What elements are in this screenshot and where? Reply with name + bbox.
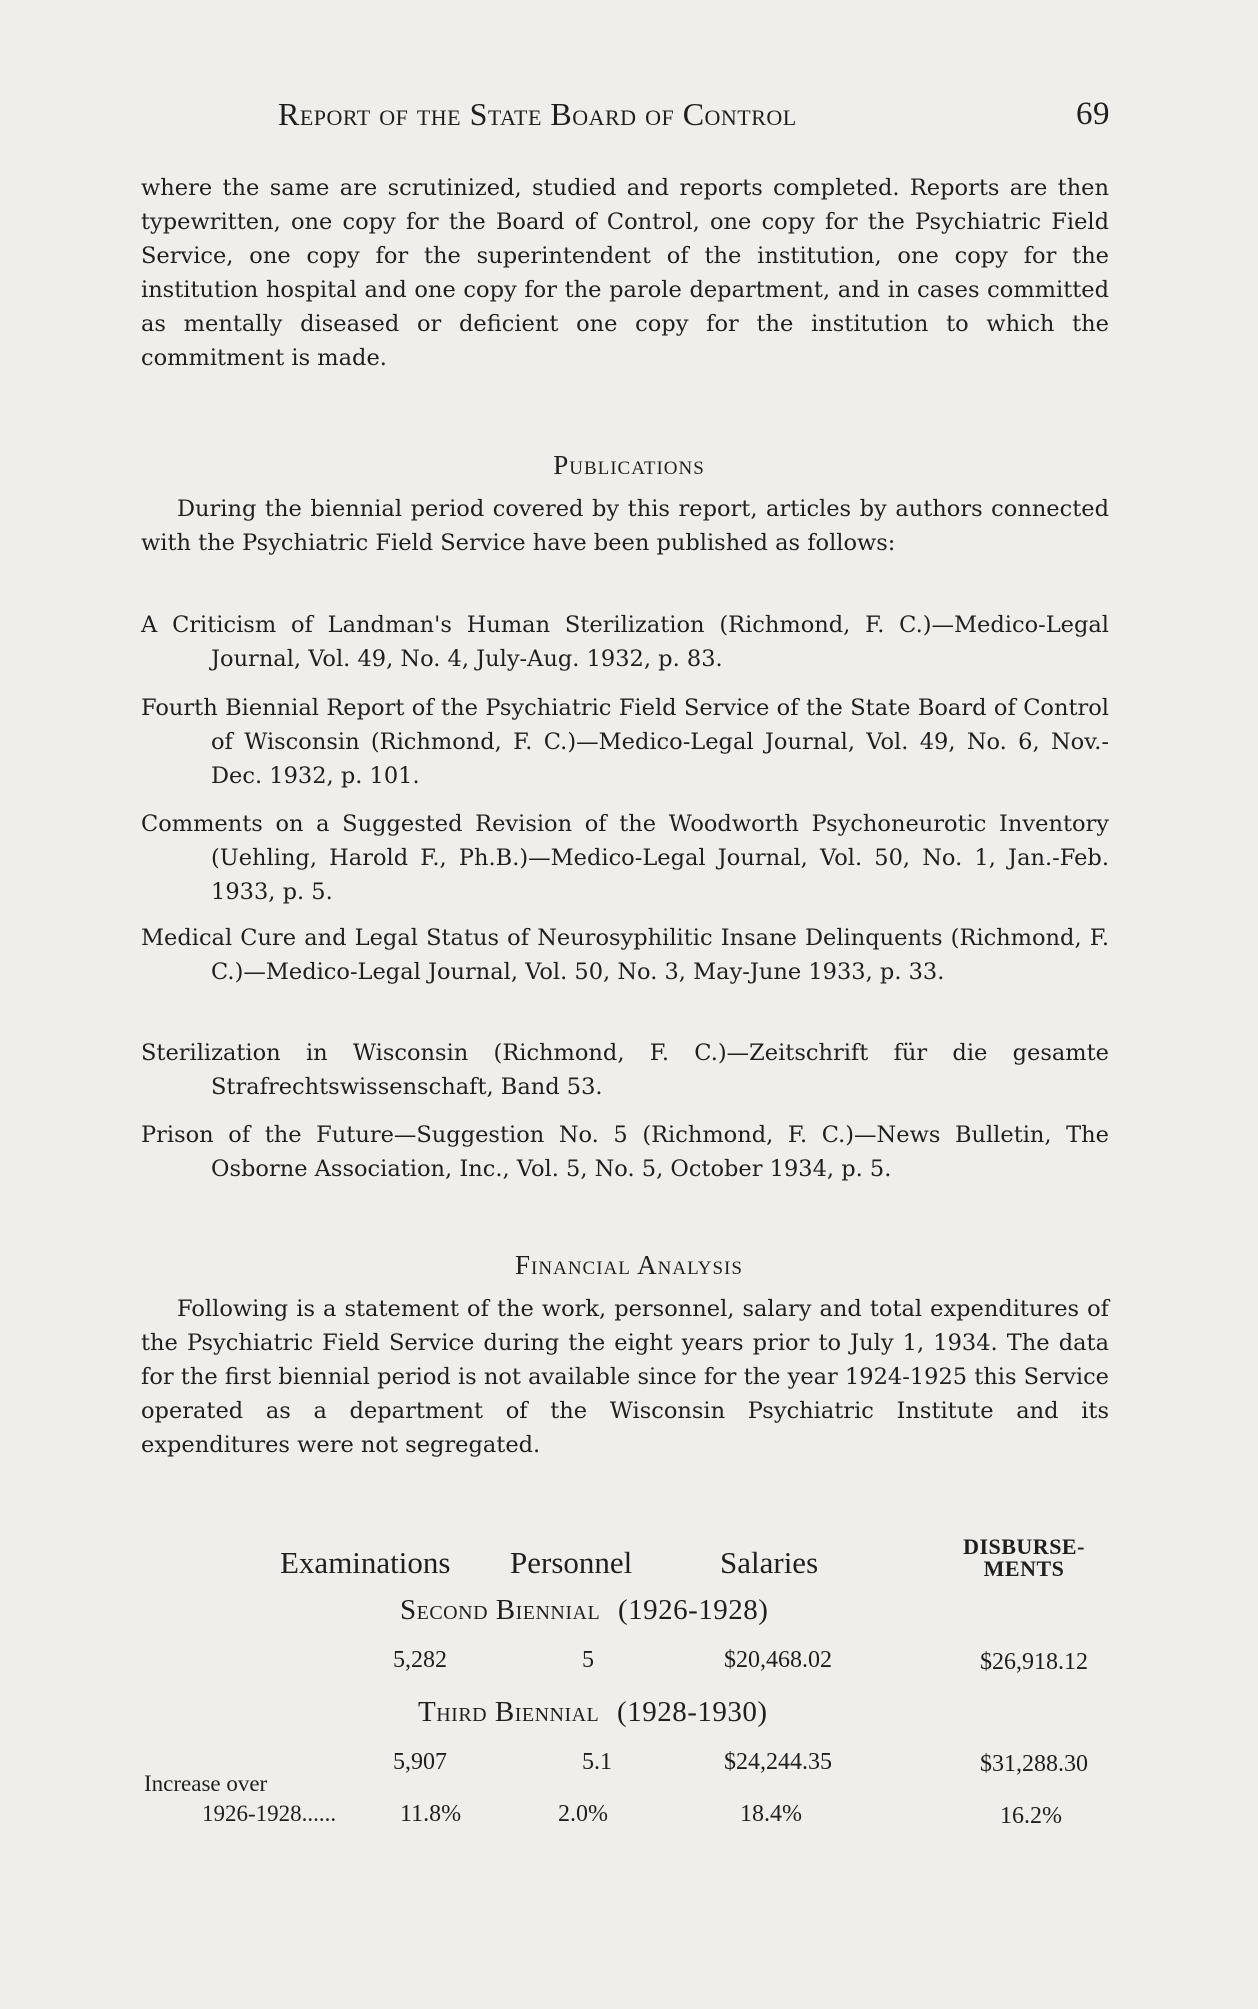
cell-examinations: 5,907 bbox=[393, 1749, 447, 1775]
publication-entry: Medical Cure and Legal Status of Neurosyphilitic Insane Delinquents (Richmond, F. C.)—Medico-Legal Journal, Vol. 50, No. 3, May-June 1933, p. 33. bbox=[141, 925, 1109, 985]
increase-label-line1: Increase over bbox=[144, 1771, 268, 1796]
col-header-personnel: Personnel bbox=[510, 1545, 633, 1580]
page-number: 69 bbox=[1076, 96, 1110, 132]
financial-paragraph: Following is a statement of the work, personnel, salary and total expenditures of the Psychiatric Field Service during the eight years prior to July 1, 1934. The data for the first biennial period is not available since for the year 1924-1925 this Service operated as a department of the Wisconsin Psychiatric Institute and its expenditures were not segregated. bbox=[141, 1296, 1109, 1458]
publication-entry: Sterilization in Wisconsin (Richmond, F. C.)—Zeitschrift für die gesamte Strafrechtswissenschaft, Band 53. bbox=[141, 1040, 1109, 1100]
cell-salaries: $20,468.02 bbox=[724, 1647, 832, 1673]
cell-personnel: 5 bbox=[582, 1647, 594, 1673]
publication-entry: Comments on a Suggested Revision of the Woodworth Psychoneurotic Inventory (Uehling, Harold F., Ph.B.)—Medico-Legal Journal, Vol. 50, No. 1, Jan.-Feb. 1933, p. 5. bbox=[141, 811, 1109, 905]
cell-examinations: 5,282 bbox=[393, 1647, 447, 1673]
intro-paragraph: where the same are scrutinized, studied and reports completed. Reports are then typewritten, one copy for the Board of Control, one copy for the Psychiatric Field Service, one copy for the superintendent of the institution, one copy for the institution hospital and one copy for the parole department, and in cases committed as mentally diseased or deficient one copy for the institution to which the commitment is made. bbox=[141, 175, 1109, 371]
cell-salaries: 18.4% bbox=[740, 1801, 802, 1827]
cell-disbursements: 16.2% bbox=[1000, 1803, 1062, 1829]
cell-disbursements: $31,288.30 bbox=[980, 1751, 1088, 1777]
header-title: Report of the State Board of Control bbox=[278, 96, 797, 132]
col-header-salaries: Salaries bbox=[720, 1545, 819, 1580]
cell-salaries: $24,244.35 bbox=[724, 1749, 832, 1775]
second-biennial-heading: Second Biennial (1926-1928) bbox=[400, 1594, 769, 1626]
financial-heading: Financial Analysis bbox=[515, 1250, 743, 1280]
col-header-disbursements: DISBURSE- MENTS bbox=[963, 1534, 1085, 1581]
cell-personnel: 2.0% bbox=[558, 1801, 608, 1827]
publication-entry: Prison of the Future—Suggestion No. 5 (Richmond, F. C.)—News Bulletin, The Osborne Association, Inc., Vol. 5, No. 5, October 1934, p. 5. bbox=[141, 1122, 1109, 1182]
col-header-examinations: Examinations bbox=[280, 1545, 451, 1580]
publications-heading: Publications bbox=[553, 450, 705, 480]
cell-personnel: 5.1 bbox=[582, 1749, 612, 1775]
increase-label-line2: 1926-1928...... bbox=[202, 1801, 337, 1826]
third-biennial-heading: Third Biennial (1928-1930) bbox=[418, 1696, 768, 1728]
cell-examinations: 11.8% bbox=[400, 1801, 462, 1827]
publications-intro: During the biennial period covered by this report, articles by authors connected with the Psychiatric Field Service have been published as follows: bbox=[141, 496, 1109, 556]
publication-entry: Fourth Biennial Report of the Psychiatric Field Service of the State Board of Control of Wisconsin (Richmond, F. C.)—Medico-Legal Journal, Vol. 49, No. 6, Nov.-Dec. 1932, p. 101. bbox=[141, 695, 1109, 789]
publication-entry: A Criticism of Landman's Human Sterilization (Richmond, F. C.)—Medico-Legal Journal, Vol. 49, No. 4, July-Aug. 1932, p. 83. bbox=[141, 612, 1109, 672]
cell-disbursements: $26,918.12 bbox=[980, 1649, 1088, 1675]
